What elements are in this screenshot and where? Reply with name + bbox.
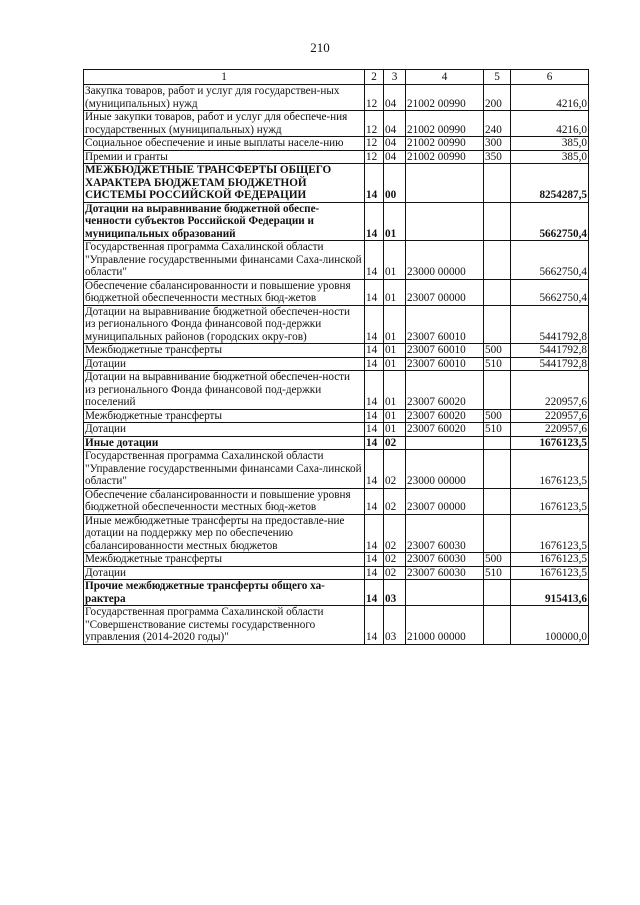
cell-expense-type — [484, 606, 511, 645]
table-row — [84, 553, 589, 567]
cell-expense-type — [484, 202, 511, 241]
cell-target-article: 23007 00000 — [406, 279, 484, 305]
cell-amount: 5441792,8 — [511, 357, 589, 371]
table-body — [84, 85, 589, 645]
cell-section: 14 — [365, 164, 384, 203]
cell-name: Государственная программа Сахалинской области "Совершенствование системы государственного управления (2014-2020 годы)" — [84, 606, 365, 645]
cell-subsection: 01 — [384, 344, 406, 358]
cell-subsection: 03 — [384, 606, 406, 645]
cell-name: Дотации — [84, 357, 365, 371]
cell-section: 14 — [365, 202, 384, 241]
cell-name: Дотации — [84, 423, 365, 437]
cell-subsection: 02 — [384, 566, 406, 580]
cell-target-article — [406, 202, 484, 241]
cell-name: Обеспечение сбалансированности и повышение уровня бюджетной обеспеченности местных бюд-жетов — [84, 488, 365, 514]
cell-subsection: 04 — [384, 111, 406, 137]
cell-target-article: 23007 00000 — [406, 488, 484, 514]
cell-amount: 8254287,5 — [511, 164, 589, 203]
cell-target-article — [406, 436, 484, 450]
cell-name: Межбюджетные трансферты — [84, 553, 365, 567]
table-row — [84, 111, 589, 137]
cell-subsection: 02 — [384, 450, 406, 489]
cell-amount: 5662750,4 — [511, 241, 589, 280]
cell-amount: 5441792,8 — [511, 344, 589, 358]
table-row — [84, 580, 589, 606]
cell-target-article: 23007 60020 — [406, 371, 484, 410]
header-cell-target-article: 4 — [406, 70, 484, 85]
cell-name: Иные закупки товаров, работ и услуг для обеспече-ния государственных (муниципальных) нужд — [84, 111, 365, 137]
cell-target-article: 23007 60020 — [406, 409, 484, 423]
cell-subsection: 00 — [384, 164, 406, 203]
cell-subsection: 04 — [384, 85, 406, 111]
budget-table — [83, 69, 589, 645]
cell-name: Социальное обеспечение и иные выплаты населе-нию — [84, 137, 365, 151]
table-row — [84, 450, 589, 489]
cell-target-article: 21002 00990 — [406, 111, 484, 137]
cell-subsection: 04 — [384, 150, 406, 164]
header-cell-section: 2 — [365, 70, 384, 85]
table-row — [84, 371, 589, 410]
cell-amount: 1676123,5 — [511, 436, 589, 450]
cell-expense-type: 240 — [484, 111, 511, 137]
cell-section: 14 — [365, 450, 384, 489]
cell-amount: 1676123,5 — [511, 488, 589, 514]
cell-subsection: 02 — [384, 514, 406, 553]
cell-section: 14 — [365, 371, 384, 410]
cell-amount: 4216,0 — [511, 85, 589, 111]
page-number: 210 — [310, 40, 330, 55]
cell-amount: 1676123,5 — [511, 566, 589, 580]
table-row — [84, 436, 589, 450]
cell-name: Дотации на выравнивание бюджетной обеспечен-ности из регионального Фонда финансовой под-держки поселений — [84, 371, 365, 410]
table-row — [84, 305, 589, 344]
cell-expense-type: 500 — [484, 344, 511, 358]
cell-amount: 100000,0 — [511, 606, 589, 645]
cell-name: Государственная программа Сахалинской области "Управление государственными финансами Саха-линской области" — [84, 450, 365, 489]
cell-target-article: 23000 00000 — [406, 450, 484, 489]
cell-expense-type: 510 — [484, 357, 511, 371]
cell-section: 12 — [365, 111, 384, 137]
cell-subsection: 01 — [384, 279, 406, 305]
cell-name: Премии и гранты — [84, 150, 365, 164]
cell-amount: 5662750,4 — [511, 279, 589, 305]
cell-expense-type: 300 — [484, 137, 511, 151]
cell-name: Дотации на выравнивание бюджетной обеспе-ченности субъектов Российской Федерации и муниципальных образований — [84, 202, 365, 241]
table-row — [84, 279, 589, 305]
cell-expense-type — [484, 241, 511, 280]
table-row — [84, 606, 589, 645]
cell-expense-type: 510 — [484, 566, 511, 580]
cell-expense-type — [484, 371, 511, 410]
cell-section: 14 — [365, 553, 384, 567]
cell-name: Закупка товаров, работ и услуг для государствен-ных (муниципальных) нужд — [84, 85, 365, 111]
cell-section: 14 — [365, 436, 384, 450]
table-row — [84, 488, 589, 514]
table-header-row — [84, 70, 589, 85]
cell-amount: 1676123,5 — [511, 553, 589, 567]
cell-section: 14 — [365, 606, 384, 645]
cell-name: Обеспечение сбалансированности и повышение уровня бюджетной обеспеченности местных бюд-жетов — [84, 279, 365, 305]
cell-expense-type: 200 — [484, 85, 511, 111]
table-row — [84, 357, 589, 371]
cell-expense-type — [484, 580, 511, 606]
cell-section: 14 — [365, 566, 384, 580]
cell-section: 14 — [365, 241, 384, 280]
cell-target-article: 23007 60010 — [406, 305, 484, 344]
cell-target-article: 21002 00990 — [406, 85, 484, 111]
cell-expense-type — [484, 450, 511, 489]
cell-section: 12 — [365, 85, 384, 111]
header-cell-amount: 6 — [511, 70, 589, 85]
cell-subsection: 03 — [384, 580, 406, 606]
table-row — [84, 409, 589, 423]
table-row — [84, 85, 589, 111]
cell-section: 12 — [365, 150, 384, 164]
table-row — [84, 423, 589, 437]
cell-target-article — [406, 164, 484, 203]
cell-amount: 915413,6 — [511, 580, 589, 606]
cell-subsection: 02 — [384, 436, 406, 450]
table-row — [84, 202, 589, 241]
cell-target-article: 21002 00990 — [406, 137, 484, 151]
cell-section: 14 — [365, 344, 384, 358]
cell-amount: 4216,0 — [511, 111, 589, 137]
cell-name: Межбюджетные трансферты — [84, 409, 365, 423]
cell-name: Государственная программа Сахалинской области "Управление государственными финансами Саха-линской области" — [84, 241, 365, 280]
header-cell-subsection: 3 — [384, 70, 406, 85]
cell-section: 14 — [365, 357, 384, 371]
cell-target-article: 21002 00990 — [406, 150, 484, 164]
cell-target-article: 23007 60030 — [406, 553, 484, 567]
cell-name: Межбюджетные трансферты — [84, 344, 365, 358]
cell-name: Иные дотации — [84, 436, 365, 450]
cell-amount: 220957,6 — [511, 409, 589, 423]
cell-name: Иные межбюджетные трансферты на предоставле-ние дотации на поддержку мер по обеспечению сбалансированности местных бюджетов — [84, 514, 365, 553]
cell-section: 14 — [365, 305, 384, 344]
cell-amount: 5441792,8 — [511, 305, 589, 344]
cell-expense-type: 500 — [484, 409, 511, 423]
cell-expense-type: 500 — [484, 553, 511, 567]
cell-subsection: 01 — [384, 423, 406, 437]
cell-section: 14 — [365, 423, 384, 437]
cell-amount: 385,0 — [511, 150, 589, 164]
table-row — [84, 344, 589, 358]
cell-expense-type: 510 — [484, 423, 511, 437]
cell-target-article: 23000 00000 — [406, 241, 484, 280]
cell-amount: 220957,6 — [511, 423, 589, 437]
cell-expense-type — [484, 436, 511, 450]
cell-amount: 5662750,4 — [511, 202, 589, 241]
header-cell-name: 1 — [84, 70, 365, 85]
cell-section: 14 — [365, 488, 384, 514]
cell-expense-type — [484, 279, 511, 305]
cell-expense-type — [484, 514, 511, 553]
cell-subsection: 01 — [384, 357, 406, 371]
cell-target-article: 21000 00000 — [406, 606, 484, 645]
cell-name: Дотации — [84, 566, 365, 580]
header-cell-expense-type: 5 — [484, 70, 511, 85]
cell-amount: 1676123,5 — [511, 450, 589, 489]
cell-name: МЕЖБЮДЖЕТНЫЕ ТРАНСФЕРТЫ ОБЩЕГО ХАРАКТЕРА БЮДЖЕТАМ БЮДЖЕТНОЙ СИСТЕМЫ РОССИЙСКОЙ ФЕДЕРАЦИИ — [84, 164, 365, 203]
cell-expense-type — [484, 164, 511, 203]
cell-section: 14 — [365, 514, 384, 553]
cell-section: 14 — [365, 279, 384, 305]
table-row — [84, 150, 589, 164]
cell-amount: 385,0 — [511, 137, 589, 151]
cell-target-article: 23007 60010 — [406, 344, 484, 358]
cell-subsection: 02 — [384, 488, 406, 514]
cell-section: 14 — [365, 580, 384, 606]
table-row — [84, 164, 589, 203]
cell-subsection: 01 — [384, 305, 406, 344]
cell-subsection: 01 — [384, 241, 406, 280]
cell-target-article: 23007 60030 — [406, 514, 484, 553]
table-row — [84, 514, 589, 553]
cell-target-article: 23007 60010 — [406, 357, 484, 371]
cell-name: Прочие межбюджетные трансферты общего ха-рактера — [84, 580, 365, 606]
cell-amount: 1676123,5 — [511, 514, 589, 553]
cell-expense-type — [484, 305, 511, 344]
cell-expense-type — [484, 488, 511, 514]
cell-subsection: 01 — [384, 409, 406, 423]
cell-expense-type: 350 — [484, 150, 511, 164]
cell-name: Дотации на выравнивание бюджетной обеспечен-ности из регионального Фонда финансовой под-держки муниципальных районов (городских окру-гов) — [84, 305, 365, 344]
cell-subsection: 02 — [384, 553, 406, 567]
table-row — [84, 566, 589, 580]
cell-target-article — [406, 580, 484, 606]
cell-subsection: 04 — [384, 137, 406, 151]
cell-subsection: 01 — [384, 202, 406, 241]
cell-section: 14 — [365, 409, 384, 423]
cell-target-article: 23007 60020 — [406, 423, 484, 437]
table-row — [84, 137, 589, 151]
table-row — [84, 241, 589, 280]
cell-subsection: 01 — [384, 371, 406, 410]
cell-target-article: 23007 60030 — [406, 566, 484, 580]
cell-section: 12 — [365, 137, 384, 151]
cell-amount: 220957,6 — [511, 371, 589, 410]
